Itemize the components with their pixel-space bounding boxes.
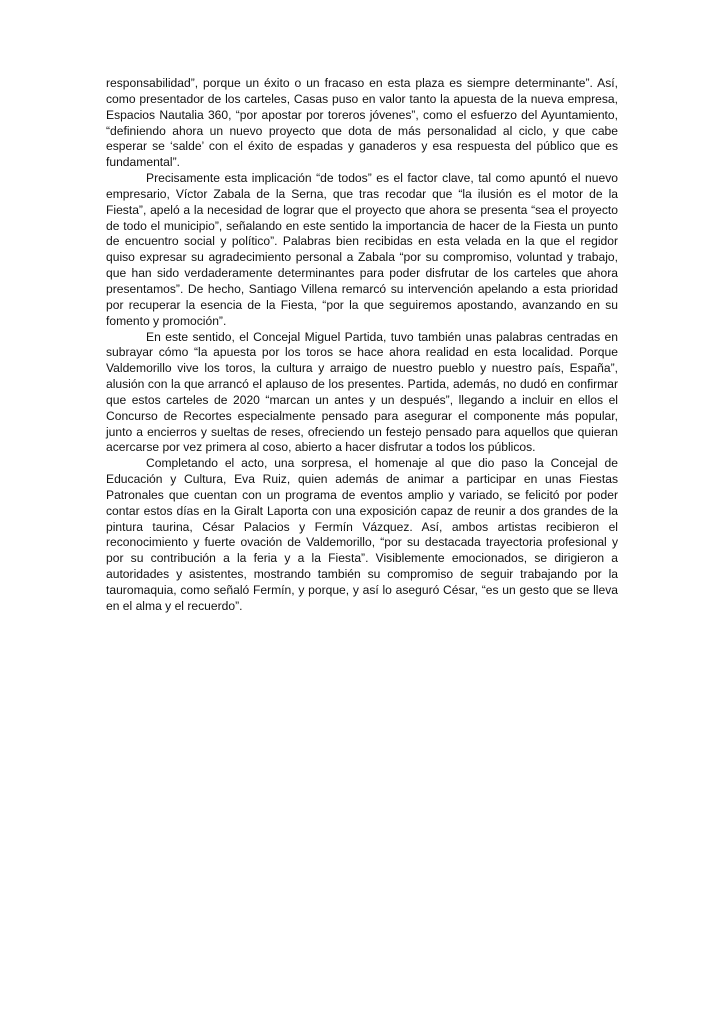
paragraph-zabala: Precisamente esta implicación “de todos” es el factor clave, tal como apuntó el nuevo empresario, Víctor Zabala de la Serna, que tras recodar que “la ilusión es el motor de la Fiesta”, apeló a la necesidad de lograr que el proyecto que ahora se presenta “sea el proyecto de todo el municipio”, señalando en este sentido la importancia de hacer de la Fiesta un punto de encuentro social y político”. Palabras bien recibidas en esta velada en la que el regidor quiso expresar su agradecimiento personal a Zabala “por su compromiso, voluntad y trabajo, que han sido verdaderamente determinantes para poder disfrutar de los carteles que ahora presentamos”. De hecho, Santiago Villena remarcó su intervención apelando a esta prioridad por recuperar la esencia de la Fiesta, “por la que seguiremos apostando, avanzando en su fomento y promoción”. xyxy=(106,171,618,328)
paragraph-homenaje: Completando el acto, una sorpresa, el homenaje al que dio paso la Concejal de Educación y Cultura, Eva Ruiz, quien además de animar a participar en unas Fiestas Patronales que cuentan con un programa de eventos amplio y variado, se felicitó por poder contar estos días en la Giralt Laporta con una exposición capaz de reunir a dos grandes de la pintura taurina, César Palacios y Fermín Vázquez. Así, ambos artistas recibieron el reconocimiento y fuerte ovación de Valdemorillo, “por su destacada trayectoria profesional y por su contribución a la feria y a la Fiesta”. Visiblemente emocionados, se dirigieron a autoridades y asistentes, mostrando también su compromiso de seguir trabajando por la tauromaquia, como señaló Fermín, y porque, y así lo aseguró César, “es un gesto que se lleva en el alma y el recuerdo”. xyxy=(106,456,618,613)
paragraph-intro: responsabilidad”, porque un éxito o un fracaso en esta plaza es siempre determinante”. Así, como presentador de los carteles, Casas puso en valor tanto la apuesta de la nueva empresa, Espacios Nautalia 360, “por apostar por toreros jóvenes”, como el esfuerzo del Ayuntamiento, “definiendo ahora un nuevo proyecto que dota de más personalidad al ciclo, y que cabe esperar se ‘salde’ con el éxito de espadas y ganaderos y esa respuesta del público que es fundamental”. xyxy=(106,76,618,170)
paragraph-partida: En este sentido, el Concejal Miguel Partida, tuvo también unas palabras centradas en subrayar cómo “la apuesta por los toros se hace ahora realidad en esta localidad. Porque Valdemorillo vive los toros, la cultura y arraigo de nuestro pueblo y nuestro país, España”, alusión con la que arrancó el aplauso de los presentes. Partida, además, no dudó en confirmar que estos carteles de 2020 “marcan un antes y un después”, llegando a incluir en ellos el Concurso de Recortes especialmente pensado para asegurar el componente más popular, junto a encierros y sueltas de reses, ofreciendo un festejo pensado para aquellos que quieran acercarse por vez primera al coso, abierto a hacer disfrutar a todos los públicos. xyxy=(106,329,618,455)
document-page xyxy=(106,76,618,615)
